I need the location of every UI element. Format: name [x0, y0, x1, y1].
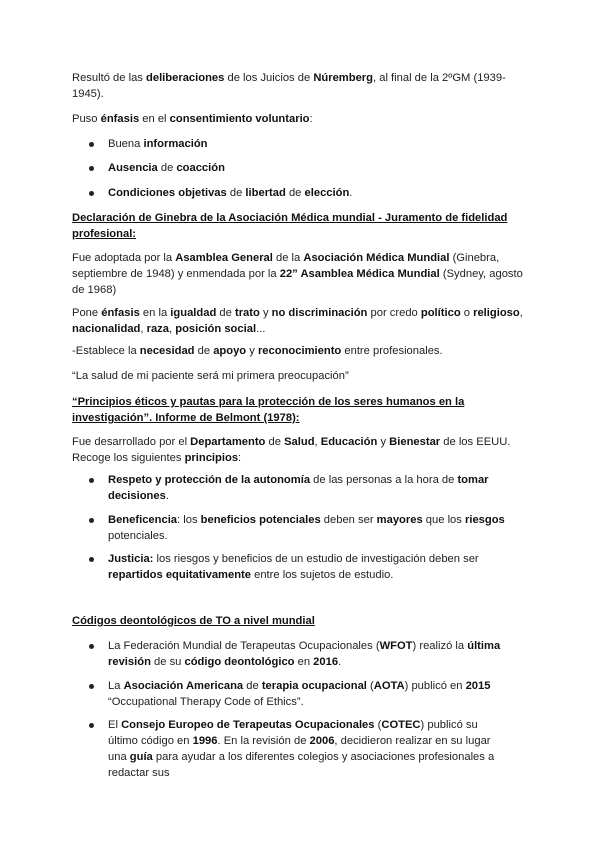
bold-span: 1996 [192, 735, 218, 747]
bold-span: no discriminación [271, 307, 368, 319]
text-span: entre los sujetos de estudio. [251, 569, 394, 581]
text-span: de [194, 345, 214, 357]
bold-span: énfasis [101, 307, 140, 319]
section-heading-ginebra: Declaración de Ginebra de la Asociación Médica mundial - Juramento de fidelidad profesional: [72, 212, 508, 240]
bold-span: Núremberg [313, 72, 373, 84]
text-span: por credo [367, 307, 421, 319]
bullet-icon [89, 518, 94, 523]
text-span: (Sydney, agosto de 1968) [72, 268, 523, 296]
bullet-icon [89, 557, 94, 562]
ginebra-equality-paragraph [72, 305, 532, 337]
bold-span: última revisión [108, 640, 501, 668]
bold-span: guía [129, 751, 153, 763]
text-span: , al final de la 2ºGM (1939-1945). [72, 72, 506, 100]
text-span: los riesgos y beneficios de un estudio de investigación deben ser [153, 553, 479, 565]
bold-span: reconocimiento [257, 345, 342, 357]
text-span: : [238, 452, 242, 464]
text-span: ) realizó la [412, 640, 468, 652]
bold-span: político [420, 307, 461, 319]
bold-span: Departamento [190, 436, 266, 448]
section-heading-belmont: “Principios éticos y pautas para la protección de los seres humanos en la investigación”. Informe de Belmont (1978): [72, 396, 465, 424]
nuremberg-emphasis-paragraph [72, 111, 532, 127]
bold-span: Educación [320, 436, 378, 448]
text-span: potenciales. [108, 530, 168, 542]
text-span: en [294, 656, 314, 668]
text-span: , [519, 307, 523, 319]
text-span: entre profesionales. [341, 345, 443, 357]
bold-span: necesidad [139, 345, 195, 357]
text-span: : [309, 113, 313, 125]
text-span: -Establece la [72, 345, 140, 357]
text-span: La Federación Mundial de Terapeutas Ocupacionales ( [108, 640, 380, 652]
bullet-icon [89, 684, 94, 689]
bullet-icon [89, 142, 94, 147]
ginebra-paragraph [72, 250, 532, 298]
text-span: ( [374, 719, 382, 731]
text-span: ( [366, 680, 374, 692]
bold-span: WFOT [379, 640, 413, 652]
bold-span: 22” Asamblea Médica Mundial [279, 268, 440, 280]
bold-span: Condiciones objetivas [108, 187, 227, 199]
bold-span: información [143, 138, 208, 150]
text-span: de los EEUU. Recoge los siguientes [72, 436, 511, 464]
text-span: Fue desarrollado por el [72, 436, 191, 448]
text-span: deben ser [320, 514, 377, 526]
bold-span: terapia ocupacional [261, 680, 367, 692]
bold-span: trato [234, 307, 260, 319]
text-span: de [243, 680, 262, 692]
text-span: Resultó de las [72, 72, 147, 84]
bold-span: Asociación Médica Mundial [303, 252, 450, 264]
text-span: que los [422, 514, 465, 526]
bullet-icon [89, 166, 94, 171]
text-span: en la [139, 307, 171, 319]
text-span: de su [150, 656, 185, 668]
bold-span: Bienestar [389, 436, 441, 448]
bold-span: beneficios potenciales [200, 514, 321, 526]
bold-span: nacionalidad [72, 323, 141, 335]
bold-span: religioso [473, 307, 520, 319]
text-span: “Occupational Therapy Code of Ethics”. [108, 696, 304, 708]
text-span: de las personas a la hora de [310, 474, 458, 486]
nuremberg-paragraph [72, 70, 532, 102]
bold-span: 2006 [309, 735, 335, 747]
bold-span: AOTA [373, 680, 405, 692]
text-span: y [377, 436, 390, 448]
bold-span: COTEC [381, 719, 421, 731]
text-span: en el [139, 113, 170, 125]
bold-span: elección [304, 187, 350, 199]
text-span: de [265, 436, 285, 448]
bold-span: Asamblea General [175, 252, 273, 264]
section-heading-codigos: Códigos deontológicos de TO a nivel mundial [72, 615, 315, 627]
text-span: Pone [72, 307, 102, 319]
bold-span: apoyo [213, 345, 247, 357]
bold-span: Consejo Europeo de Terapeutas Ocupacionales [121, 719, 375, 731]
text-span: de [157, 162, 177, 174]
bold-span: mayores [376, 514, 423, 526]
bold-span: coacción [176, 162, 225, 174]
text-span: , decidieron realizar en su lugar una [108, 735, 491, 763]
text-span: , [140, 323, 147, 335]
bold-span: principios [184, 452, 239, 464]
bold-span: raza [146, 323, 170, 335]
text-span: de [285, 187, 305, 199]
text-span: . [338, 656, 342, 668]
bold-span: Asociación Americana [123, 680, 244, 692]
text-span: y [259, 307, 272, 319]
bold-span: Justicia: [108, 553, 154, 565]
bullet-icon [89, 191, 94, 196]
bold-span: deliberaciones [146, 72, 225, 84]
text-span: o [460, 307, 474, 319]
text-span: de la [272, 252, 304, 264]
text-span: ) publicó su último código en [108, 719, 478, 747]
text-span: Fue adoptada por la [72, 252, 176, 264]
bold-span: código deontológico [184, 656, 295, 668]
bold-span: libertad [245, 187, 286, 199]
ginebra-quote: “La salud de mi paciente será mi primera preocupación” [72, 370, 349, 382]
text-span: ) publicó en [404, 680, 466, 692]
bold-span: Beneficencia [108, 514, 178, 526]
text-span: El [108, 719, 122, 731]
text-span: , [169, 323, 176, 335]
text-span: Puso [72, 113, 101, 125]
bold-span: repartidos equitativamente [108, 569, 251, 581]
bullet-icon [89, 644, 94, 649]
bold-span: posición social [175, 323, 257, 335]
bold-span: énfasis [100, 113, 140, 125]
text-span: de los Juicios de [224, 72, 314, 84]
ginebra-support-paragraph [72, 343, 532, 359]
text-span: ... [256, 323, 266, 335]
bold-span: tomar decisiones [108, 474, 489, 502]
text-span: para ayudar a los diferentes colegios y asociaciones profesionales a redactar sus [108, 751, 495, 779]
bold-span: Respeto y protección de la autonomía [108, 474, 311, 486]
text-span: y [246, 345, 258, 357]
bullet-icon [89, 478, 94, 483]
bold-span: 2016 [313, 656, 339, 668]
text-span: . En la revisión de [217, 735, 310, 747]
text-span: , [314, 436, 321, 448]
bold-span: 2015 [465, 680, 491, 692]
text-span: . [165, 490, 169, 502]
text-span: de [226, 187, 246, 199]
text-span: . [349, 187, 353, 199]
bold-span: riesgos [464, 514, 505, 526]
belmont-paragraph [72, 434, 532, 466]
bullet-icon [89, 723, 94, 728]
bold-span: Salud [284, 436, 315, 448]
text-span: La [108, 680, 124, 692]
text-span: Buena [108, 138, 144, 150]
bold-span: consentimiento voluntario [169, 113, 310, 125]
text-span: (Ginebra, septiembre de 1948) y enmendada por la [72, 252, 500, 280]
text-span: : los [177, 514, 201, 526]
text-span: de [216, 307, 235, 319]
bold-span: Ausencia [108, 162, 158, 174]
bold-span: igualdad [170, 307, 217, 319]
